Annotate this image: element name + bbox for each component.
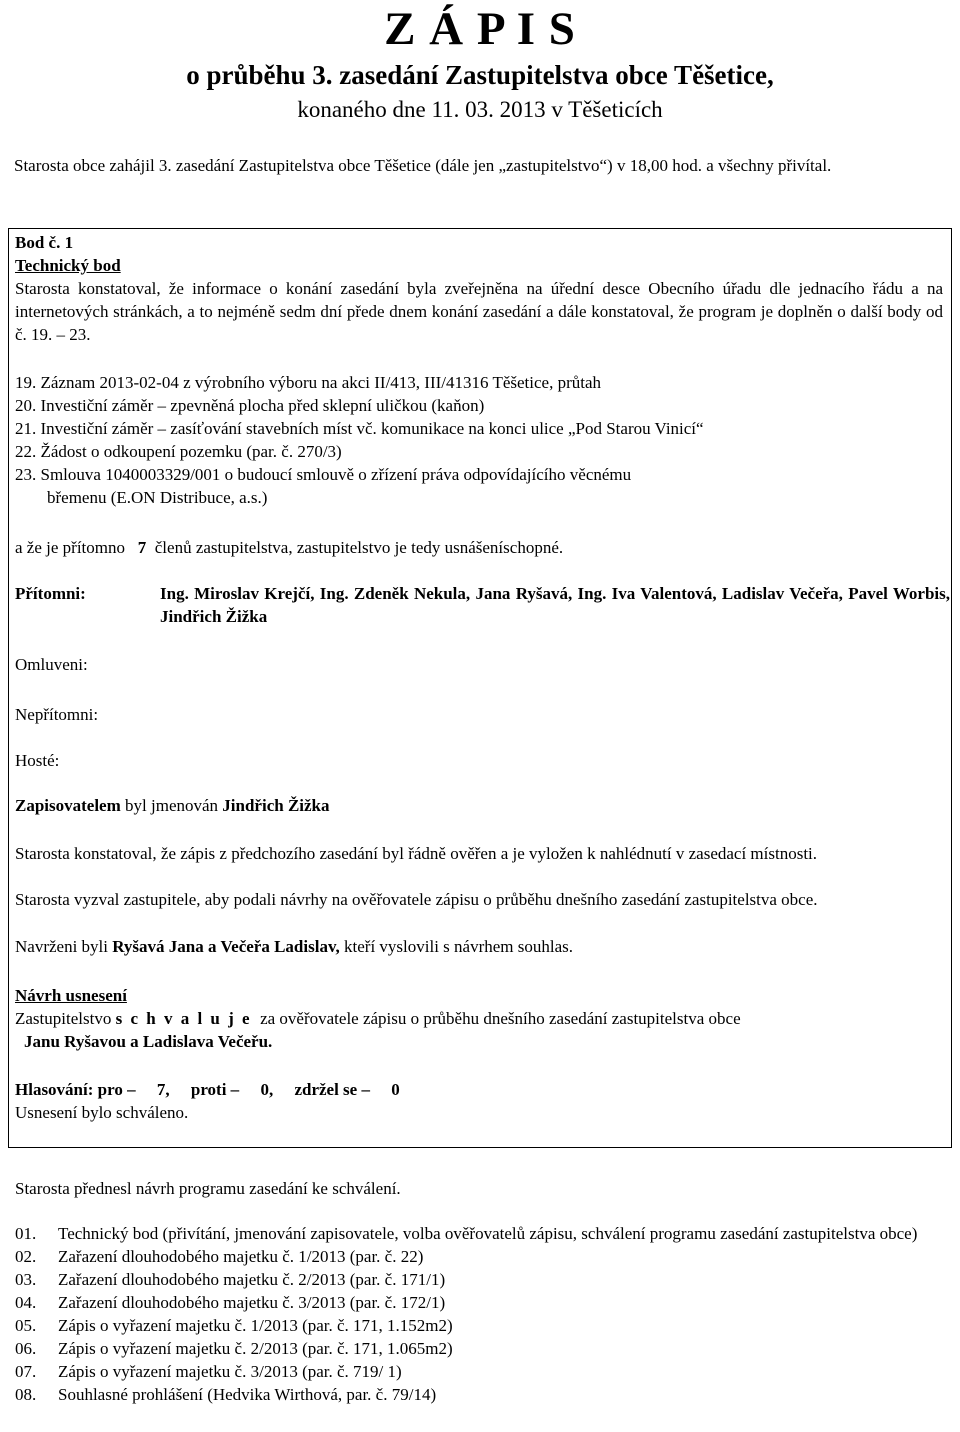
quorum-line <box>15 536 945 559</box>
list-item <box>15 1245 955 1268</box>
recorder-name: Jindřich Žižka <box>222 796 330 815</box>
vote-abstain: 0 <box>391 1080 400 1099</box>
recorder-line <box>15 794 945 817</box>
program-item-text: Zápis o vyřazení majetku č. 2/2013 (par. č. 171, 1.065m2) <box>58 1339 453 1358</box>
added-item-20: 20. Investiční záměr – zpevněná plocha před sklepní uličkou (kaňon) <box>15 396 485 415</box>
vote-label: Hlasování: <box>15 1080 94 1099</box>
vote-for-label: pro – <box>97 1080 136 1099</box>
guests-label: Hosté: <box>15 751 60 770</box>
resolution-suffix: za ověřovatele zápisu o průběhu dnešního zasedání zastupitelstva obce <box>260 1009 741 1028</box>
excused-label: Omluveni: <box>15 655 88 674</box>
added-item-22: 22. Žádost o odkoupení pozemku (par. č. 270/3) <box>15 442 342 461</box>
quorum-prefix: a že je přítomno <box>15 538 125 557</box>
program-intro: Starosta přednesl návrh programu zasedání ke schválení. <box>15 1179 401 1198</box>
opening-paragraph: Starosta obce zahájil 3. zasedání Zastupitelstva obce Těšetice (dále jen „zastupitelstvo“) v 18,00 hod. a všechny přivítal. <box>14 156 832 175</box>
added-items-list <box>15 371 945 509</box>
resolution-result: Usnesení bylo schváleno. <box>15 1103 189 1122</box>
nominated-prefix: Navrženi byli <box>15 937 108 956</box>
program-item-number: 05. <box>15 1316 37 1335</box>
resolution-heading: Návrh usnesení <box>15 986 127 1005</box>
nominated-names: Ryšavá Jana a Večeřa Ladislav, <box>112 937 340 956</box>
verification-paragraph-1: Starosta konstatoval, že zápis z předchozího zasedání byl řádně ověřen a je vyložen k nahlédnutí v zasedací místnosti. <box>15 844 818 863</box>
list-item <box>15 1360 955 1383</box>
program-item-text: Zařazení dlouhodobého majetku č. 3/2013 (par. č. 172/1) <box>58 1293 446 1312</box>
program-item-number: 04. <box>15 1293 37 1312</box>
list-item <box>15 1268 955 1291</box>
resolution-prefix: Zastupitelstvo <box>15 1009 112 1028</box>
present-label: Přítomni: <box>15 584 86 603</box>
program-item-number: 02. <box>15 1247 37 1266</box>
program-item-text: Zápis o vyřazení majetku č. 3/2013 (par. č. 719/ 1) <box>58 1362 402 1381</box>
list-item <box>15 1383 955 1406</box>
verification-paragraph-2: Starosta vyzval zastupitele, aby podali návrhy na ověřovatele zápisu o průběhu dnešního zasedání zastupitelstva obce. <box>15 890 818 909</box>
resolution-verb: s c h v a l u j e <box>115 1009 252 1028</box>
absent-label: Nepřítomni: <box>15 705 99 724</box>
resolution-text <box>15 1007 945 1030</box>
program-item-number: 08. <box>15 1385 37 1404</box>
vote-against-label: proti – <box>190 1080 240 1099</box>
list-item <box>15 1222 955 1245</box>
vote-against: 0, <box>260 1080 274 1099</box>
program-item-number: 03. <box>15 1270 37 1289</box>
program-item-text: Zařazení dlouhodobého majetku č. 2/2013 (par. č. 171/1) <box>58 1270 446 1289</box>
added-item-19: 19. Záznam 2013-02-04 z výrobního výboru na akci II/413, III/41316 Těšetice, průtah <box>15 373 602 392</box>
verification-paragraph-3 <box>15 935 945 958</box>
document-title: Z Á P I S <box>384 3 576 55</box>
program-item-text: Souhlasné prohlášení (Hedvika Wirthová, par. č. 79/14) <box>58 1385 437 1404</box>
bod1-subheading: Technický bod <box>15 256 121 275</box>
bod1-heading: Bod č. 1 <box>15 233 74 252</box>
recorder-middle: byl jmenován <box>125 796 219 815</box>
vote-line <box>15 1078 945 1101</box>
present-names: Ing. Miroslav Krejčí, Ing. Zdeněk Nekula, Jana Ryšavá, Ing. Iva Valentová, Ladislav Večeřa, Pavel Worbis, Jindřich Žižka <box>160 584 950 626</box>
program-item-text: Zápis o vyřazení majetku č. 1/2013 (par. č. 171, 1.152m2) <box>58 1316 453 1335</box>
recorder-label: Zapisovatelem <box>15 796 121 815</box>
added-item-23: 23. Smlouva 1040003329/001 o budoucí smlouvě o zřízení práva odpovídajícího věcnému <box>15 465 632 484</box>
vote-for: 7, <box>156 1080 170 1099</box>
resolution-names: Janu Ryšavou a Ladislava Večeřu. <box>24 1032 273 1051</box>
meeting-date-line: konaného dne 11. 03. 2013 v Těšeticích <box>297 97 663 122</box>
document-subtitle: o průběhu 3. zasedání Zastupitelstva obce Těšetice, <box>186 60 774 90</box>
program-item-number: 07. <box>15 1362 37 1381</box>
program-item-text: Zařazení dlouhodobého majetku č. 1/2013 (par. č. 22) <box>58 1247 424 1266</box>
list-item <box>15 1291 955 1314</box>
quorum-count: 7 <box>137 538 147 557</box>
program-item-number: 01. <box>15 1224 37 1243</box>
added-item-23-cont: břemenu (E.ON Distribuce, a.s.) <box>47 488 268 507</box>
program-item-number: 06. <box>15 1339 37 1358</box>
nominated-suffix: kteří vyslovili s návrhem souhlas. <box>344 937 574 956</box>
bod1-text: Starosta konstatoval, že informace o konání zasedání byla zveřejněna na úřední desce Obecního úřadu dle jednacího řádu a na internetových stránkách, a to nejméně sedm dní přede dnem konání zasedání a dále konstatoval, že program je doplněn o další body od č. 19. – 23. <box>15 279 943 344</box>
program-item-text: Technický bod (přivítání, jmenování zapisovatele, volba ověřovatelů zápisu, schválení programu zasedání zastupitelstva obce) <box>58 1224 918 1243</box>
list-item <box>15 1337 955 1360</box>
quorum-suffix: členů zastupitelstva, zastupitelstvo je tedy usnášeníschopné. <box>154 538 564 557</box>
list-item <box>15 1314 955 1337</box>
program-list <box>15 1222 955 1406</box>
vote-abstain-label: zdržel se – <box>294 1080 370 1099</box>
added-item-21: 21. Investiční záměr – zasíťování stavebních míst vč. komunikace na konci ulice „Pod Starou Vinicí“ <box>15 419 704 438</box>
